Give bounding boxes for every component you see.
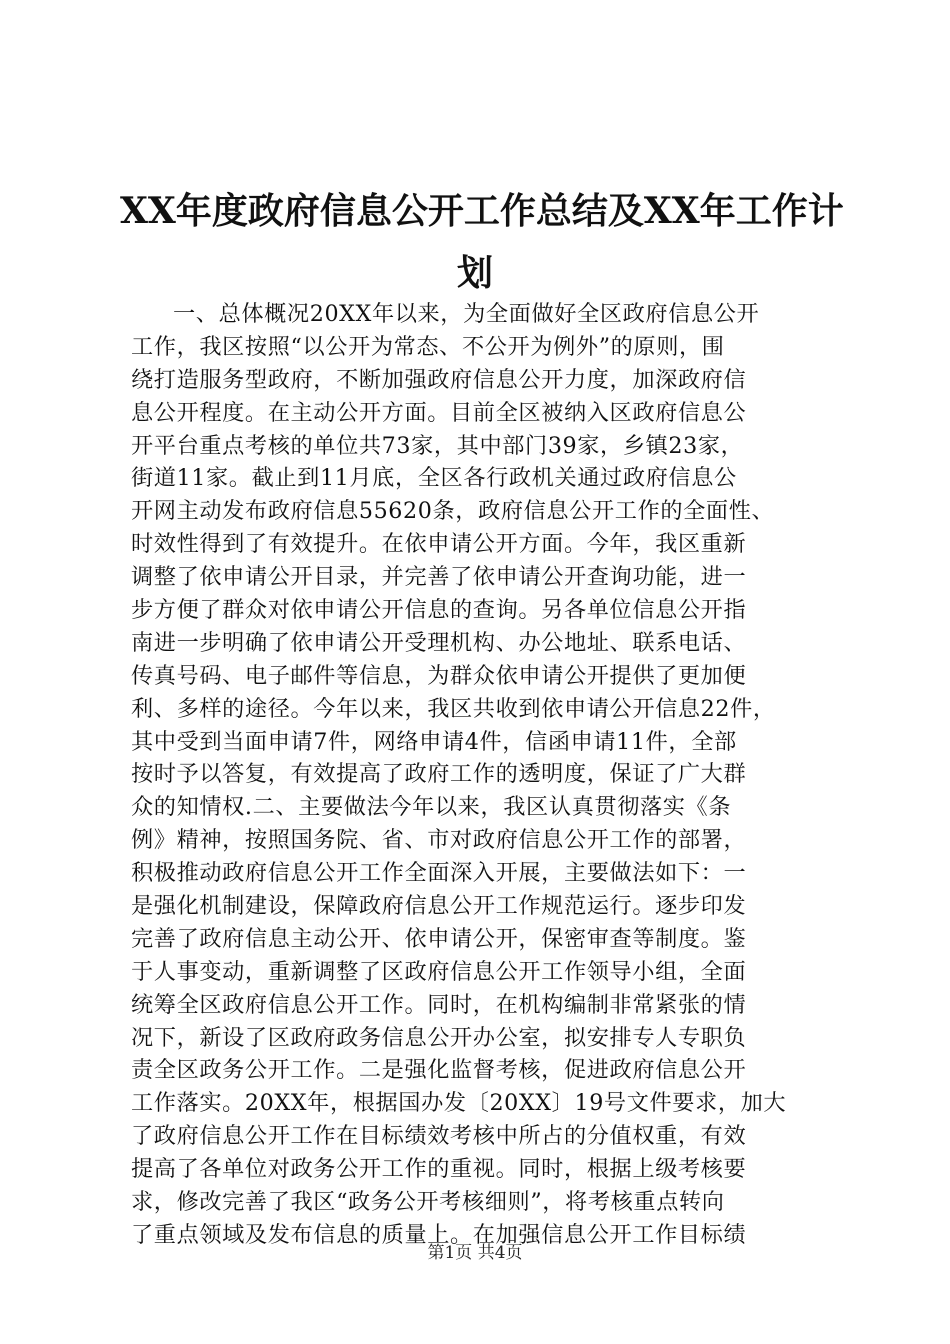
- body-line: 统筹全区政府信息公开工作。同时，在机构编制非常紧张的情: [131, 991, 747, 1018]
- title-line-2: 划: [456, 252, 493, 294]
- body-line: 况下，新设了区政府政务信息公开办公室，拟安排专人专职负: [131, 1024, 747, 1051]
- body-line: 街道11家。截止到11月底，全区各行政机关通过政府信息公: [131, 465, 737, 492]
- body-line: 工作，我区按照“以公开为常态、不公开为例外”的原则，围: [131, 333, 725, 360]
- body-line: 了重点领域及发布信息的质量上。在加强信息公开工作目标绩: [131, 1221, 747, 1248]
- body-line: 开网主动发布政府信息55620条，政府信息公开工作的全面性、: [131, 498, 775, 525]
- body-line: 绕打造服务型政府，不断加强政府信息公开力度，加深政府信: [131, 366, 747, 393]
- body-line: 提高了各单位对政务公开工作的重视。同时，根据上级考核要: [131, 1156, 747, 1183]
- body-line: 众的知情权.二、主要做法今年以来，我区认真贯彻落实《条: [131, 794, 732, 821]
- body-line: 按时予以答复，有效提高了政府工作的透明度，保证了广大群: [131, 761, 747, 788]
- title-line-1: XX年度政府信息公开工作总结及XX年工作计: [120, 190, 844, 232]
- document-title: [120, 186, 844, 298]
- body-line: 传真号码、电子邮件等信息，为群众依申请公开提供了更加便: [131, 662, 747, 689]
- body-line: 开平台重点考核的单位共73家，其中部门39家，乡镇23家，: [131, 432, 744, 459]
- body-line: 息公开程度。在主动公开方面。目前全区被纳入区政府信息公: [131, 399, 747, 426]
- body-line: 工作落实。20XX年，根据国办发〔20XX〕19号文件要求，加大: [131, 1090, 787, 1117]
- body-line: 例》精神，按照国务院、省、市对政府信息公开工作的部署，: [131, 827, 747, 854]
- body-text: [131, 298, 831, 1252]
- body-line: 一、总体概况20XX年以来，为全面做好全区政府信息公开: [173, 301, 760, 327]
- body-line: 完善了政府信息主动公开、依申请公开，保密审查等制度。鉴: [131, 925, 747, 952]
- body-line: 调整了依申请公开目录，并完善了依申请公开查询功能，进一: [131, 564, 747, 591]
- body-line: 步方便了群众对依申请公开信息的查询。另各单位信息公开指: [131, 597, 747, 624]
- body-line: 是强化机制建设，保障政府信息公开工作规范运行。逐步印发: [131, 893, 747, 920]
- body-line: 积极推动政府信息公开工作全面深入开展，主要做法如下：一: [131, 860, 747, 887]
- body-line: 了政府信息公开工作在目标绩效考核中所占的分值权重，有效: [131, 1123, 747, 1150]
- body-line: 利、多样的途径。今年以来，我区共收到依申请公开信息22件，: [131, 695, 776, 722]
- body-line: 于人事变动，重新调整了区政府信息公开工作领导小组，全面: [131, 958, 747, 985]
- body-line: 时效性得到了有效提升。在依申请公开方面。今年，我区重新: [131, 531, 747, 558]
- body-line: 求，修改完善了我区“政务公开考核细则”，将考核重点转向: [131, 1189, 725, 1216]
- body-line: 责全区政务公开工作。二是强化监督考核，促进政府信息公开: [131, 1057, 747, 1084]
- body-line: 其中受到当面申请7件，网络申请4件，信函申请11件，全部: [131, 728, 737, 755]
- body-line: 南进一步明确了依申请公开受理机构、办公地址、联系电话、: [131, 629, 747, 656]
- page-footer: 第1页 共4页: [427, 1243, 523, 1263]
